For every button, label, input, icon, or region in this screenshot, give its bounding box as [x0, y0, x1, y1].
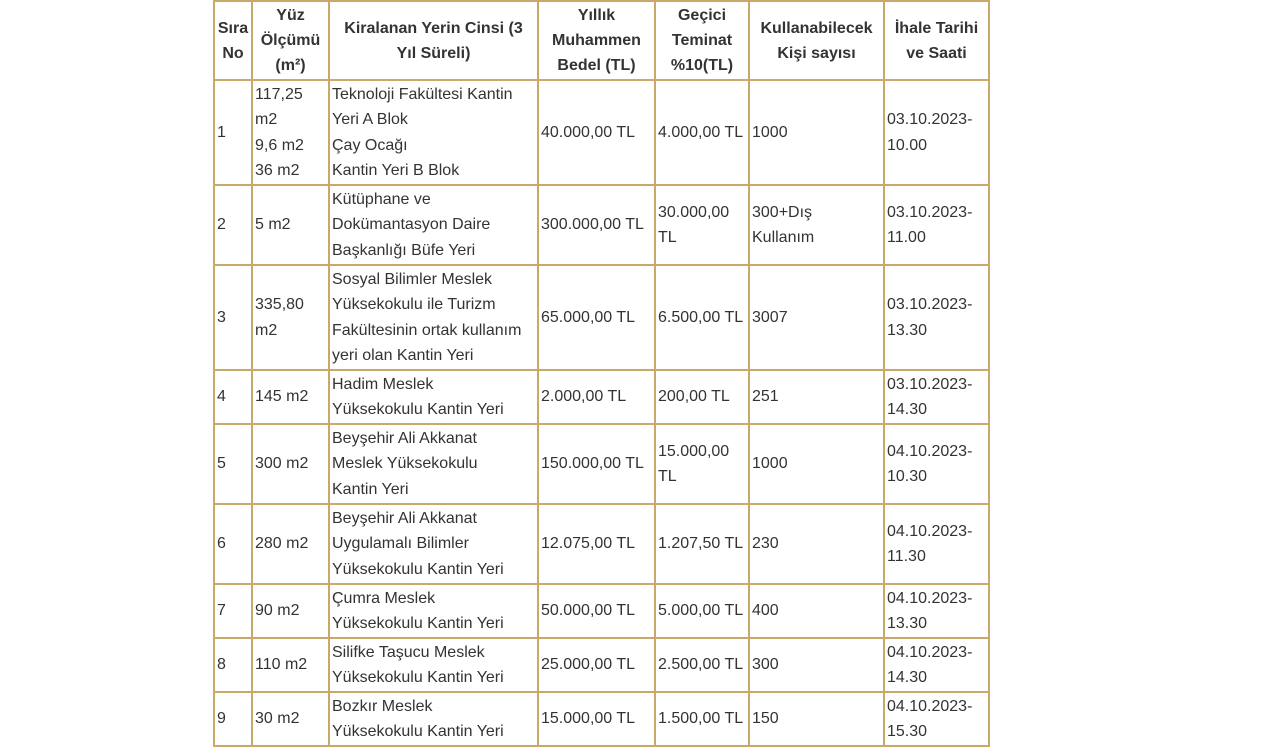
cell-kisi-sayisi [749, 80, 884, 185]
header-text: %10(TL) [670, 57, 734, 74]
cell-text: Uygulamalı Bilimler [332, 535, 469, 553]
cell-text: 10.00 [887, 136, 928, 154]
cell-text: m2 [255, 321, 278, 339]
cell-muhammen-bedel [538, 504, 655, 584]
cell-kisi-sayisi [749, 185, 884, 265]
cell-gecici-teminat [655, 185, 749, 265]
header-text: Sıra [217, 19, 249, 37]
cell-gecici-teminat [655, 638, 749, 692]
table-row [214, 584, 989, 638]
cell-text: Kantin Yeri B Blok [332, 162, 460, 179]
cell-text: 2 [217, 216, 226, 234]
cell-text: Beyşehir Ali Akkanat [332, 429, 477, 447]
cell-text: 25.000,00 TL [541, 656, 636, 674]
header-text: Teminat [671, 32, 733, 49]
cell-text: 6.500,00 TL [658, 308, 744, 326]
table-row [214, 370, 989, 424]
cell-sira-no [214, 370, 252, 424]
cell-text: 300+Dış [752, 203, 813, 221]
cell-text: Çay Ocağı [332, 136, 408, 154]
cell-ihale-tarihi [884, 424, 989, 504]
cell-text: 4.000,00 TL [658, 123, 744, 141]
cell-muhammen-bedel [538, 584, 655, 638]
header-sira-no [214, 1, 252, 80]
cell-text: 400 [752, 602, 779, 620]
cell-gecici-teminat [655, 265, 749, 370]
cell-text: 3 [217, 308, 226, 326]
cell-muhammen-bedel [538, 370, 655, 424]
cell-muhammen-bedel [538, 692, 655, 746]
cell-muhammen-bedel [538, 424, 655, 504]
cell-text: Bozkır Meslek [332, 697, 433, 715]
table-row [214, 638, 989, 692]
cell-text: 110 m2 [255, 656, 308, 674]
cell-sira-no [214, 265, 252, 370]
header-text: Kiralanan Yerin Cinsi (3 [344, 19, 523, 37]
cell-yer-cinsi [329, 584, 538, 638]
cell-muhammen-bedel [538, 638, 655, 692]
header-yuz-olcumu [252, 1, 329, 80]
cell-text: 14.30 [887, 401, 928, 418]
cell-sira-no [214, 185, 252, 265]
cell-text: 50.000,00 TL [541, 602, 636, 620]
cell-text: m2 [255, 111, 278, 128]
cell-text: Meslek Yüksekokulu [332, 455, 478, 473]
cell-muhammen-bedel [538, 80, 655, 185]
cell-gecici-teminat [655, 692, 749, 746]
cell-text: 13.30 [887, 321, 928, 339]
cell-ihale-tarihi [884, 370, 989, 424]
cell-kisi-sayisi [749, 370, 884, 424]
cell-text: 300 m2 [255, 455, 309, 473]
header-text: Kişi sayısı [777, 44, 856, 62]
cell-yuz-olcumu [252, 80, 329, 185]
cell-text: TL [658, 229, 677, 246]
cell-text: 15.000,00 TL [541, 710, 636, 728]
cell-yer-cinsi [329, 692, 538, 746]
cell-text: Teknoloji Fakültesi Kantin [332, 85, 513, 103]
cell-kisi-sayisi [749, 504, 884, 584]
cell-text: 90 m2 [255, 602, 300, 620]
cell-sira-no [214, 80, 252, 185]
cell-text: 04.10.2023- [887, 589, 973, 607]
cell-yuz-olcumu [252, 265, 329, 370]
cell-text: Silifke Taşucu Meslek [332, 643, 485, 661]
cell-text: 12.075,00 TL [541, 535, 636, 553]
cell-text: 36 m2 [255, 162, 300, 179]
cell-text: 251 [752, 388, 779, 406]
cell-kisi-sayisi [749, 265, 884, 370]
header-text: (m²) [275, 57, 306, 74]
cell-text: Kantin Yeri [332, 480, 409, 498]
cell-text: Yeri A Blok [332, 111, 408, 128]
cell-text: Beyşehir Ali Akkanat [332, 509, 477, 527]
cell-gecici-teminat [655, 504, 749, 584]
cell-kisi-sayisi [749, 638, 884, 692]
header-text: Kullanabilecek [760, 19, 873, 37]
header-text: Geçici [677, 7, 727, 24]
cell-muhammen-bedel [538, 265, 655, 370]
cell-yer-cinsi [329, 504, 538, 584]
cell-gecici-teminat [655, 424, 749, 504]
cell-text: 4 [217, 388, 226, 406]
cell-kisi-sayisi [749, 692, 884, 746]
cell-text: 03.10.2023- [887, 296, 973, 313]
cell-text: 200,00 TL [658, 388, 730, 406]
cell-yuz-olcumu [252, 424, 329, 504]
cell-text: Yüksekokulu Kantin Yeri [332, 669, 504, 686]
cell-text: 1.207,50 TL [658, 535, 744, 553]
header-text: İhale Tarihi [894, 19, 979, 37]
cell-text: 5 [217, 455, 226, 473]
header-yer-cinsi [329, 1, 538, 80]
cell-text: Dokümantasyon Daire [332, 216, 491, 234]
header-text: Yüz [276, 7, 305, 24]
cell-sira-no [214, 638, 252, 692]
cell-text: 1 [217, 123, 226, 141]
cell-yer-cinsi [329, 80, 538, 185]
cell-ihale-tarihi [884, 80, 989, 185]
cell-text: 04.10.2023- [887, 697, 973, 715]
cell-text: Hadim Meslek [332, 375, 434, 393]
cell-text: 40.000,00 TL [541, 123, 636, 141]
cell-text: 150 [752, 710, 779, 728]
cell-text: 5.000,00 TL [658, 602, 744, 620]
table-row [214, 424, 989, 504]
cell-text: 15.30 [887, 723, 928, 740]
cell-text: 30 m2 [255, 710, 300, 728]
header-text: Bedel (TL) [557, 57, 636, 74]
cell-yuz-olcumu [252, 638, 329, 692]
header-text: Yıllık [577, 7, 616, 24]
cell-text: 1.500,00 TL [658, 710, 744, 728]
cell-text: 1000 [752, 455, 788, 473]
cell-text: Yüksekokulu Kantin Yeri [332, 723, 504, 740]
cell-yer-cinsi [329, 185, 538, 265]
cell-ihale-tarihi [884, 265, 989, 370]
cell-text: 7 [217, 602, 226, 620]
cell-text: 10.30 [887, 468, 928, 485]
cell-kisi-sayisi [749, 424, 884, 504]
cell-text: 13.30 [887, 615, 928, 632]
cell-kisi-sayisi [749, 584, 884, 638]
cell-text: Çumra Meslek [332, 589, 436, 607]
cell-text: Başkanlığı Büfe Yeri [332, 241, 476, 259]
cell-text: Kütüphane ve [332, 190, 431, 208]
cell-sira-no [214, 504, 252, 584]
cell-text: 300.000,00 TL [541, 216, 644, 234]
cell-text: 14.30 [887, 669, 928, 686]
table-container [213, 0, 990, 747]
cell-text: TL [658, 468, 677, 485]
cell-text: 5 m2 [255, 216, 291, 234]
header-kisi-sayisi [749, 1, 884, 80]
tender-table [213, 0, 990, 747]
cell-text: 230 [752, 535, 779, 553]
cell-text: 9 [217, 710, 226, 728]
cell-text: 2.000,00 TL [541, 388, 627, 406]
cell-ihale-tarihi [884, 692, 989, 746]
cell-gecici-teminat [655, 584, 749, 638]
cell-yuz-olcumu [252, 504, 329, 584]
cell-text: 15.000,00 [658, 442, 730, 460]
cell-text: 11.30 [887, 548, 926, 565]
cell-text: 2.500,00 TL [658, 656, 744, 674]
cell-text: 300 [752, 656, 779, 674]
cell-text: 335,80 [255, 296, 304, 313]
cell-text: 3007 [752, 308, 788, 326]
cell-yuz-olcumu [252, 370, 329, 424]
table-row [214, 504, 989, 584]
cell-text: Kullanım [752, 229, 815, 246]
cell-text: 03.10.2023- [887, 111, 973, 128]
cell-text: 117,25 [255, 85, 303, 103]
table-row [214, 185, 989, 265]
cell-text: 03.10.2023- [887, 203, 973, 221]
cell-text: 04.10.2023- [887, 442, 973, 460]
cell-text: 30.000,00 [658, 203, 730, 221]
cell-text: 8 [217, 656, 226, 674]
table-row [214, 80, 989, 185]
cell-text: 04.10.2023- [887, 643, 973, 661]
cell-text: 280 m2 [255, 535, 309, 553]
cell-sira-no [214, 692, 252, 746]
header-text: No [222, 44, 244, 62]
cell-text: 04.10.2023- [887, 522, 973, 540]
table-row [214, 692, 989, 746]
header-text: Ölçümü [260, 32, 321, 49]
cell-text: 150.000,00 TL [541, 455, 644, 473]
header-row [214, 1, 989, 80]
cell-yer-cinsi [329, 638, 538, 692]
cell-text: 11.00 [887, 229, 926, 246]
header-text: ve Saati [906, 44, 967, 62]
table-row [214, 265, 989, 370]
cell-sira-no [214, 584, 252, 638]
header-text: Muhammen [552, 32, 641, 49]
cell-ihale-tarihi [884, 584, 989, 638]
cell-text: Yüksekokulu ile Turizm [332, 296, 496, 313]
header-gecici-teminat [655, 1, 749, 80]
cell-text: 9,6 m2 [255, 136, 304, 154]
cell-text: 03.10.2023- [887, 375, 973, 393]
cell-gecici-teminat [655, 80, 749, 185]
cell-text: 6 [217, 535, 226, 553]
cell-text: Yüksekokulu Kantin Yeri [332, 401, 504, 418]
cell-text: yeri olan Kantin Yeri [332, 347, 474, 364]
cell-yer-cinsi [329, 370, 538, 424]
cell-text: 145 m2 [255, 388, 309, 406]
header-text: Yıl Süreli) [396, 44, 471, 62]
cell-ihale-tarihi [884, 638, 989, 692]
header-muhammen-bedel [538, 1, 655, 80]
cell-text: 1000 [752, 123, 788, 141]
header-ihale-tarihi [884, 1, 989, 80]
cell-yuz-olcumu [252, 692, 329, 746]
cell-text: 65.000,00 TL [541, 308, 636, 326]
cell-ihale-tarihi [884, 185, 989, 265]
cell-muhammen-bedel [538, 185, 655, 265]
cell-sira-no [214, 424, 252, 504]
cell-yuz-olcumu [252, 185, 329, 265]
cell-yer-cinsi [329, 424, 538, 504]
cell-ihale-tarihi [884, 504, 989, 584]
cell-text: Sosyal Bilimler Meslek [332, 270, 493, 288]
cell-yer-cinsi [329, 265, 538, 370]
table-body [214, 80, 989, 746]
cell-text: Yüksekokulu Kantin Yeri [332, 615, 504, 632]
cell-text: Fakültesinin ortak kullanım [332, 321, 522, 339]
cell-gecici-teminat [655, 370, 749, 424]
cell-yuz-olcumu [252, 584, 329, 638]
cell-text: Yüksekokulu Kantin Yeri [332, 560, 504, 578]
